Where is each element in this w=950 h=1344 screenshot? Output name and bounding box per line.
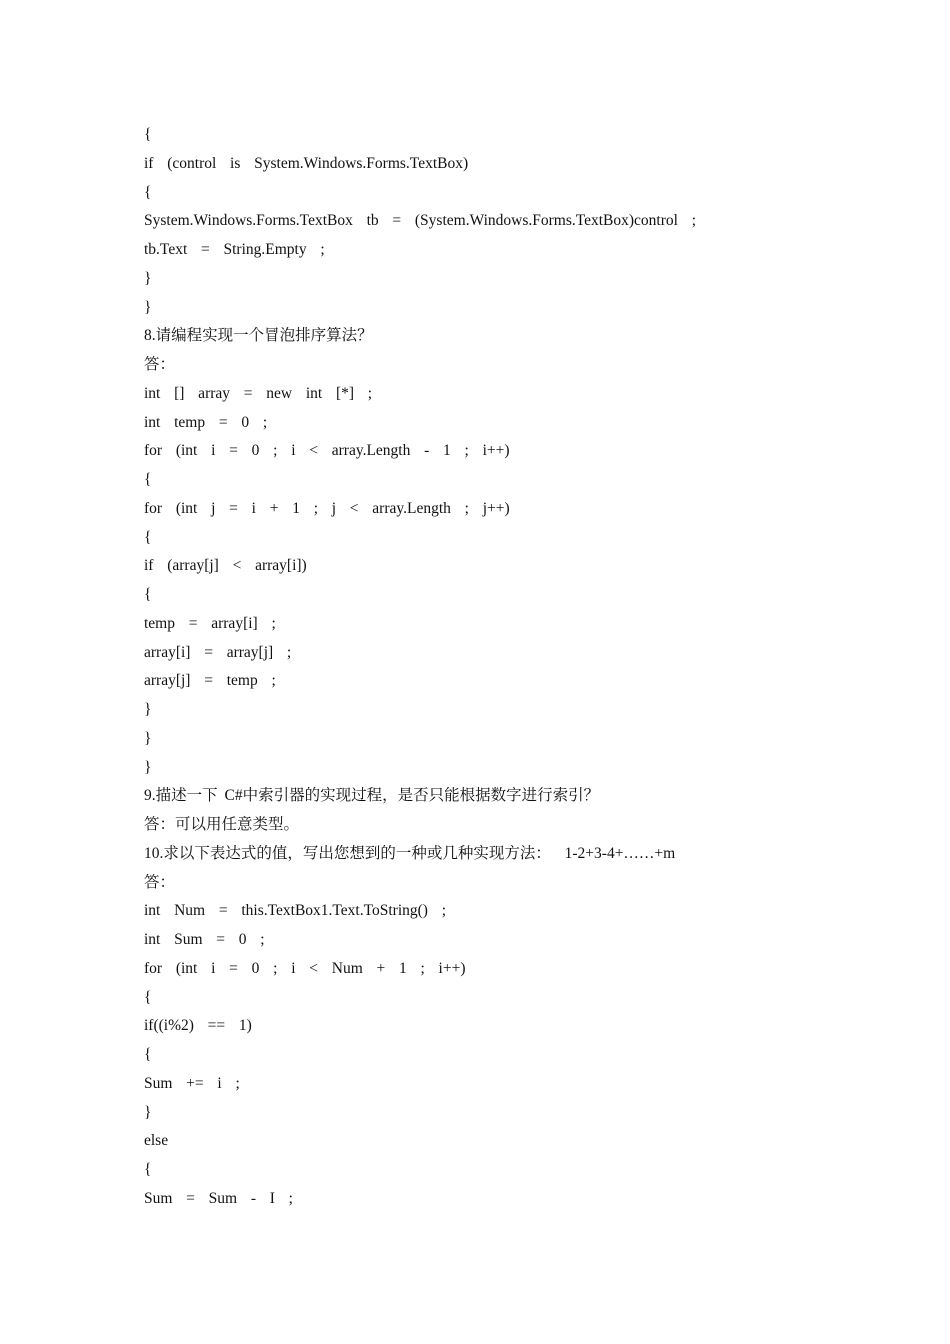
text-line: { — [144, 988, 152, 1006]
text-line: 答：可以用任意类型。 — [144, 816, 300, 833]
text-line: else — [144, 1132, 169, 1150]
text-line: 9.描述一下 C#中索引器的实现过程，是否只能根据数字进行索引？ — [144, 787, 600, 805]
text-line: 10.求以下表达式的值，写出您想到的一种或几种实现方法： 1-2+3-4+……+m — [144, 844, 676, 862]
text-line: 8.请编程实现一个冒泡排序算法？ — [144, 327, 373, 345]
text-line: } — [144, 1103, 152, 1121]
text-line: 答： — [144, 873, 176, 891]
text-line: { — [144, 1161, 152, 1178]
text-line: for (int i = 0 ; i < Num + 1 ; i++) — [144, 959, 466, 977]
text-line: 答： — [144, 356, 176, 373]
text-line: { — [144, 586, 152, 603]
text-line: { — [144, 471, 152, 488]
text-line: if((i%2) == 1) — [144, 1017, 252, 1035]
text-line: for (int j = i + 1 ; j < array.Length ; j++) — [144, 499, 510, 517]
text-line: Sum += i ; — [144, 1074, 240, 1092]
text-line: if (array[j] < array[i]) — [144, 557, 307, 575]
text-line: { — [144, 1046, 152, 1063]
text-line: int [] array = new int [*] ; — [144, 384, 373, 402]
text-line: } — [144, 758, 152, 776]
text-line: System.Windows.Forms.TextBox tb = (System.Windows.Forms.TextBox)control ; — [144, 212, 697, 230]
text-line: } — [144, 269, 152, 287]
text-line: temp = array[i] ; — [144, 614, 276, 632]
text-line: int Num = this.TextBox1.Text.ToString() ; — [144, 902, 447, 920]
text-line: array[j] = temp ; — [144, 672, 276, 690]
text-line: { — [144, 528, 152, 546]
text-line: } — [144, 298, 152, 316]
text-line: { — [144, 126, 152, 143]
text-line: } — [144, 729, 152, 747]
text-line: tb.Text = String.Empty ; — [144, 241, 325, 258]
text-line: } — [144, 701, 152, 718]
text-line: for (int i = 0 ; i < array.Length - 1 ; i++) — [144, 442, 510, 460]
text-line: array[i] = array[j] ; — [144, 643, 292, 661]
text-line: { — [144, 183, 152, 201]
text-line: Sum = Sum - I ; — [144, 1189, 293, 1207]
document-body — [144, 121, 864, 1214]
text-line: if (control is System.Windows.Forms.TextBox) — [144, 154, 469, 172]
text-line: int temp = 0 ; — [144, 413, 268, 431]
text-line: int Sum = 0 ; — [144, 931, 265, 948]
